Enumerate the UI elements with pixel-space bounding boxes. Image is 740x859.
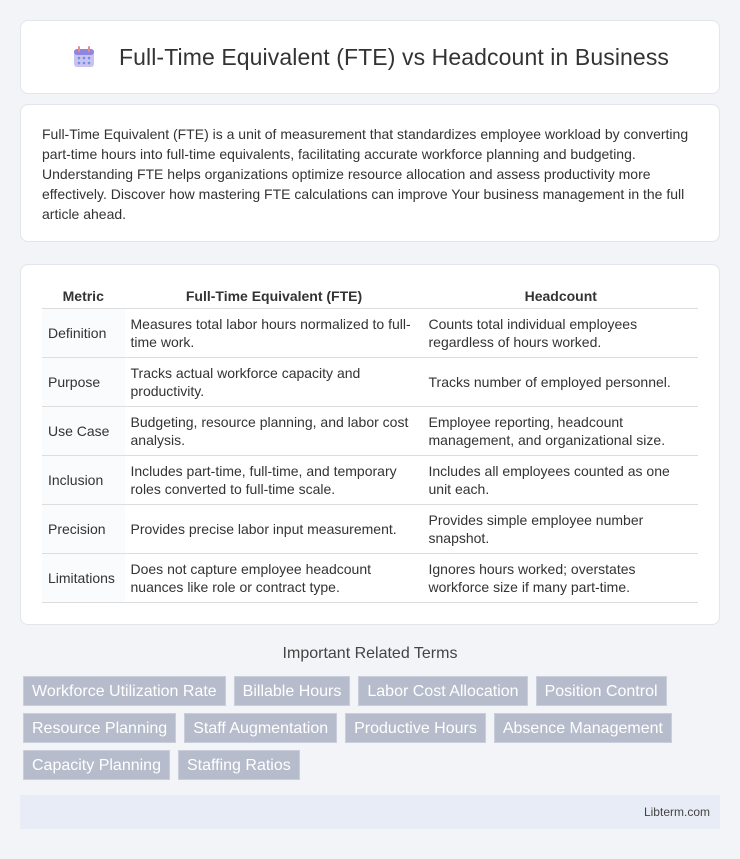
headcount-cell: Tracks number of employed personnel. <box>423 357 698 406</box>
related-term-tag[interactable]: Position Control <box>536 676 667 706</box>
column-header-metric: Metric <box>42 285 125 308</box>
metric-cell: Purpose <box>42 357 125 406</box>
column-header-headcount: Headcount <box>423 285 698 308</box>
headcount-cell: Employee reporting, headcount management, and organizational size. <box>423 406 698 455</box>
related-terms-list <box>23 676 723 780</box>
intro-paragraph: Full-Time Equivalent (FTE) is a unit of measurement that standardizes employee workload by converting part-time hours into full-time equivalents, facilitating accurate workforce planning and budgeting. Understanding FTE helps organizations optimize resource allocation and assess productivity more effectively. Discover how mastering FTE calculations can improve Your business management in the full article ahead. <box>42 126 689 222</box>
table-row <box>42 504 698 553</box>
column-header-fte: Full-Time Equivalent (FTE) <box>125 285 423 308</box>
comparison-table <box>42 285 698 603</box>
intro-card <box>20 104 720 242</box>
headcount-cell: Includes all employees counted as one unit each. <box>423 455 698 504</box>
table-row <box>42 455 698 504</box>
table-row <box>42 553 698 602</box>
fte-cell: Provides precise labor input measurement. <box>125 504 423 553</box>
metric-cell: Definition <box>42 308 125 357</box>
table-header-row <box>42 285 698 308</box>
related-term-tag[interactable]: Capacity Planning <box>23 750 170 780</box>
table-row <box>42 357 698 406</box>
related-terms-title: Important Related Terms <box>282 645 458 662</box>
table-row <box>42 308 698 357</box>
fte-cell: Includes part-time, full-time, and temporary roles converted to full-time scale. <box>125 455 423 504</box>
related-term-tag[interactable]: Productive Hours <box>345 713 486 743</box>
related-term-tag[interactable]: Labor Cost Allocation <box>358 676 527 706</box>
fte-cell: Tracks actual workforce capacity and productivity. <box>125 357 423 406</box>
metric-cell: Limitations <box>42 553 125 602</box>
related-term-tag[interactable]: Staffing Ratios <box>178 750 300 780</box>
headcount-cell: Ignores hours worked; overstates workforce size if many part-time. <box>423 553 698 602</box>
fte-cell: Budgeting, resource planning, and labor cost analysis. <box>125 406 423 455</box>
related-term-tag[interactable]: Billable Hours <box>234 676 351 706</box>
headcount-cell: Provides simple employee number snapshot. <box>423 504 698 553</box>
metric-cell: Inclusion <box>42 455 125 504</box>
table-card <box>20 264 720 625</box>
related-term-tag[interactable]: Workforce Utilization Rate <box>23 676 226 706</box>
related-term-tag[interactable]: Staff Augmentation <box>184 713 337 743</box>
footer <box>20 795 720 829</box>
title-card <box>20 20 720 94</box>
table-row <box>42 406 698 455</box>
fte-cell: Measures total labor hours normalized to full-time work. <box>125 308 423 357</box>
related-term-tag[interactable]: Resource Planning <box>23 713 176 743</box>
fte-cell: Does not capture employee headcount nuances like role or contract type. <box>125 553 423 602</box>
metric-cell: Precision <box>42 504 125 553</box>
related-term-tag[interactable]: Absence Management <box>494 713 672 743</box>
calendar-icon <box>71 44 97 70</box>
metric-cell: Use Case <box>42 406 125 455</box>
page-title: Full-Time Equivalent (FTE) vs Headcount in Business <box>118 43 670 70</box>
headcount-cell: Counts total individual employees regardless of hours worked. <box>423 308 698 357</box>
footer-site-link[interactable]: Libterm.com <box>643 805 710 819</box>
